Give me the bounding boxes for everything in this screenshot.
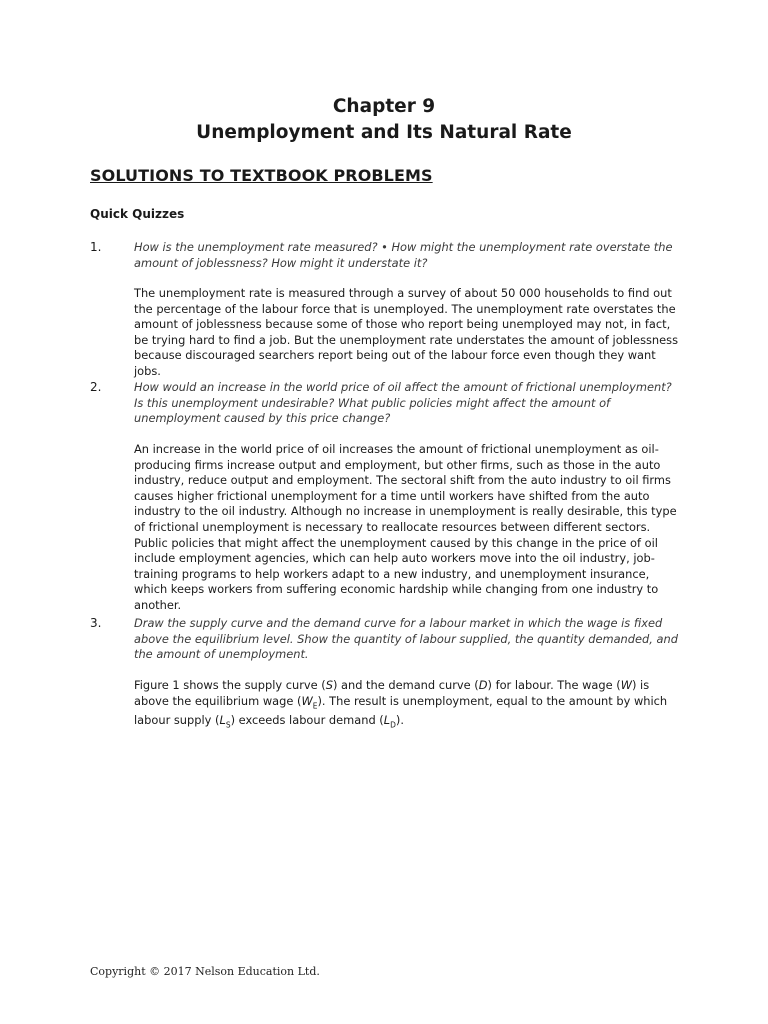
- subsection-title: Quick Quizzes: [90, 207, 185, 221]
- item-number: 2.: [90, 380, 102, 394]
- item-number: 3.: [90, 616, 102, 630]
- chapter-number: Chapter 9: [332, 96, 436, 117]
- answer-text: Figure 1 shows the supply curve (S) and the demand curve (D) for labour. The wage (W) is above the equilibrium wage $(W_E)$. The result is unemployment, equal to the amount by which labour supply $(L_S)$ exceeds labour demand $(L_D)$.: [134, 678, 668, 730]
- question-text: Draw the supply curve and the demand curve for a labour market in which the wage is fixed above the equilibrium level. Show the quantity of labour supplied, the quantity demanded, and the amount of unemployment.: [134, 616, 678, 662]
- chapter-title: Unemployment and Its Natural Rate: [196, 122, 572, 143]
- chapter-heading: [0, 94, 768, 146]
- answer-text: An increase in the world price of oil increases the amount of frictional unemployment as oil-producing firms increase output and employment, but other firms, such as those in the auto industry, reduce output and employment. The sectoral shift from the auto industry to oil firms causes higher frictional unemployment for a time until workers have shifted from the auto industry to the oil industry. Although no increase in unemployment is really desirable, this type of frictional unemployment is necessary to reallocate resources between different sectors. Public policies that might affect the unemployment caused by this change in the price of oil include employment agencies, which can help auto workers move into the oil industry, job-training programs to help workers adapt to a new industry, and unemployment insurance, which keeps workers from suffering economic hardship while changing from one industry to another.: [134, 442, 677, 612]
- question-text: How would an increase in the world price of oil affect the amount of frictional unemployment? Is this unemployment undesirable? What public policies might affect the amount of unemployment caused by this price change?: [134, 380, 672, 426]
- item-number: 1.: [90, 240, 102, 254]
- answer-text: The unemployment rate is measured through a survey of about 50 000 households to find out the percentage of the labour force that is unemployed. The unemployment rate overstates the amount of joblessness because some of those who report being unemployed may not, in fact, be trying hard to find a job. But the unemployment rate understates the amount of joblessness because discouraged searchers report being out of the labour force even though they want jobs.: [134, 286, 679, 378]
- copyright-footer: Copyright © 2017 Nelson Education Ltd.: [90, 965, 320, 978]
- section-title: SOLUTIONS TO TEXTBOOK PROBLEMS: [90, 166, 433, 185]
- question-text: How is the unemployment rate measured? • How might the unemployment rate overstate the amount of joblessness? How might it understate it?: [134, 240, 673, 270]
